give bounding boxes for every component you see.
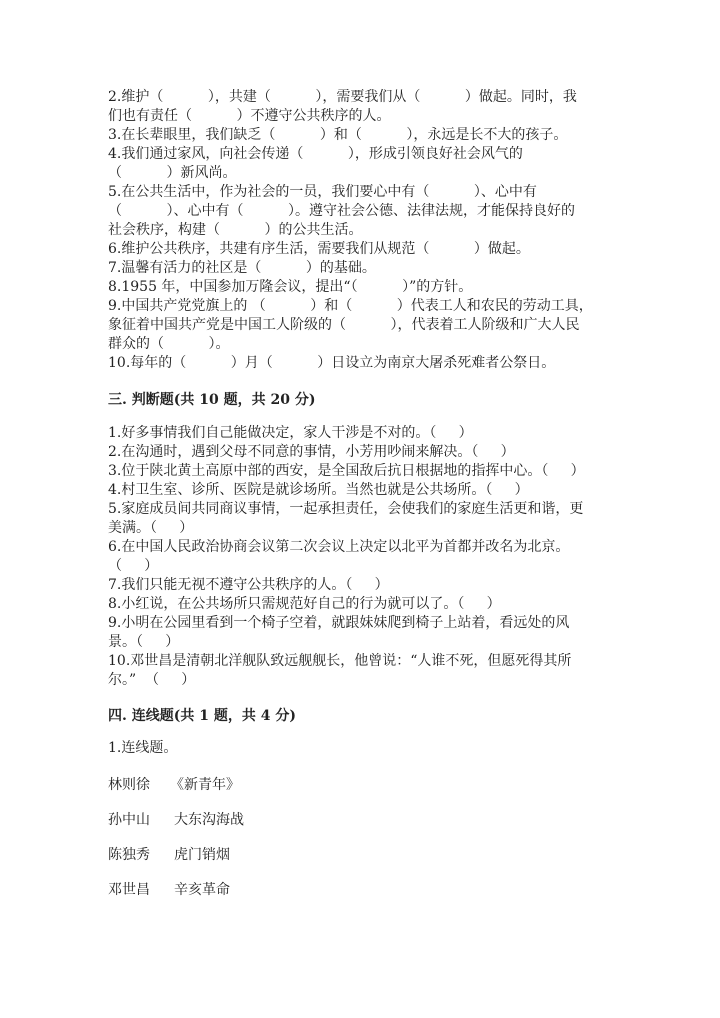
match-right-item: 《新青年》 — [170, 777, 240, 793]
question-line: 2.在沟通时，遇到父母不同意的事情，小芳用吵闹来解决。（ ） — [108, 444, 515, 460]
question-line: 8.小红说，在公共场所只需规范好自己的行为就可以了。（ ） — [108, 596, 501, 612]
question-line: 群众的（ ）。 — [108, 336, 230, 352]
question-line: 10.每年的（ ）月（ ）日设立为南京大屠杀死难者公祭日。 — [108, 355, 556, 371]
question-line: 6.维护公共秩序，共建有序生活，需要我们从规范（ ）做起。 — [108, 241, 530, 257]
match-right-item: 虎门销烟 — [174, 847, 230, 863]
question-line: 7.我们只能无视不遵守公共秩序的人。（ ） — [108, 577, 389, 593]
question-line: 6.在中国人民政治协商会议第二次会议上决定以北平为首都并改名为北京。 — [108, 539, 570, 555]
question-line: 社会秩序，构建（ ）的公共生活。 — [108, 222, 363, 238]
question-line: 象征着中国共产党是中国工人阶级的（ ），代表着工人阶级和广大人民 — [108, 317, 580, 333]
question-line: 4.我们通过家风，向社会传递（ ），形成引领良好社会风气的 — [108, 146, 523, 162]
match-left-item: 孙中山 — [108, 812, 150, 828]
question-line: 尔。” （ ） — [108, 672, 196, 688]
question-line: 7.温馨有活力的社区是（ ）的基础。 — [108, 260, 376, 276]
question-line: （ ）、心中有（ ）。遵守社会公德、法律法规，才能保持良好的 — [108, 203, 576, 219]
question-line: 1.好多事情我们自己能做决定，家人干涉是不对的。（ ） — [108, 425, 473, 441]
question-line: 5.家庭成员间共同商议事情，一起承担责任，会使我们的家庭生活更和谐，更 — [108, 501, 584, 517]
question-line: 美满。（ ） — [108, 520, 194, 536]
question-line: 10.邓世昌是清朝北洋舰队致远舰舰长，他曾说：“人谁不死，但愿死得其所 — [108, 653, 572, 669]
question-line: 9.小明在公园里看到一个椅子空着，就跟妹妹爬到椅子上站着，看远处的风 — [108, 615, 570, 631]
question-line: 们也有责任（ ）不遵守公共秩序的人。 — [108, 108, 391, 124]
question-line: 9.中国共产党党旗上的 （ ）和（ ）代表工人和农民的劳动工具， — [108, 298, 593, 314]
section-heading: 三. 判断题(共 10 题，共 20 分) — [108, 392, 316, 408]
match-right-item: 辛亥革命 — [174, 882, 230, 898]
question-line: 3.在长辈眼里，我们缺乏（ ）和（ ），永远是长不大的孩子。 — [108, 127, 568, 143]
question-line: 1.连线题。 — [108, 740, 178, 756]
question-line: 3.位于陕北黄土高原中部的西安，是全国敌后抗日根据地的指挥中心。（ ） — [108, 463, 585, 479]
question-line: （ ）新风尚。 — [108, 165, 237, 181]
section-heading: 四. 连线题(共 1 题，共 4 分) — [108, 708, 296, 724]
question-line: 景。（ ） — [108, 634, 180, 650]
match-left-item: 陈独秀 — [108, 847, 150, 863]
question-line: 4.村卫生室、诊所、医院是就诊场所。当然也就是公共场所。（ ） — [108, 482, 529, 498]
match-right-item: 大东沟海战 — [174, 812, 244, 828]
question-line: 8.1955 年，中国参加万隆会议，提出“（ ）”的方针。 — [108, 279, 473, 295]
match-left-item: 林则徐 — [108, 777, 150, 793]
question-line: （ ） — [108, 558, 159, 574]
question-line: 5.在公共生活中，作为社会的一员，我们要心中有（ ）、心中有 — [108, 184, 537, 200]
match-left-item: 邓世昌 — [108, 882, 150, 898]
question-line: 2.维护（ ），共建（ ），需要我们从（ ）做起。同时，我 — [108, 89, 577, 105]
